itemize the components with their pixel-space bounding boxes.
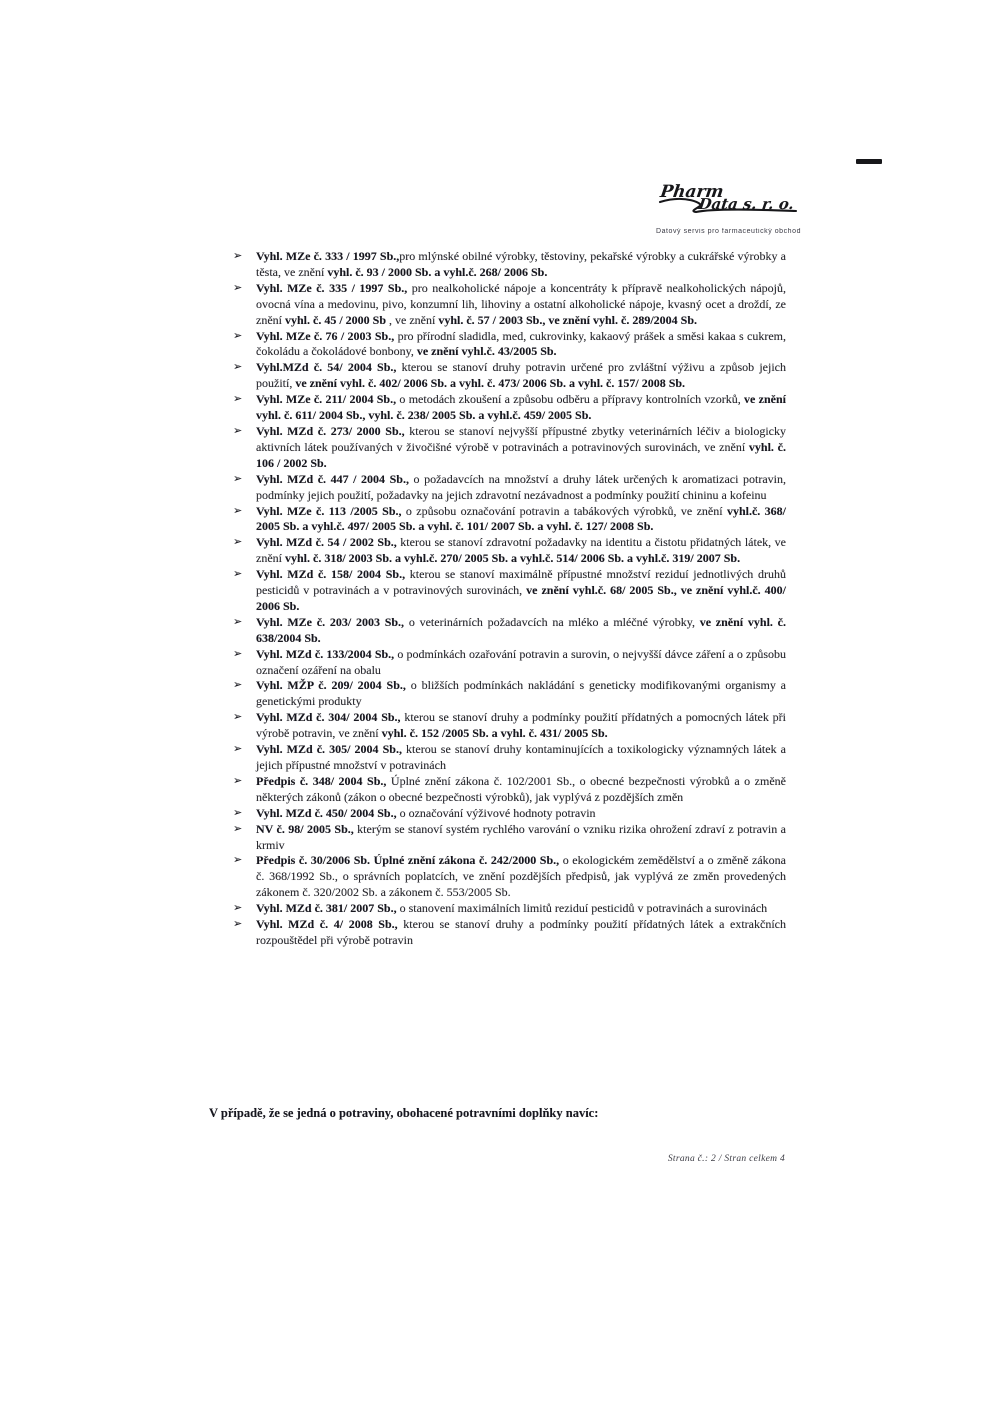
regulation-reference: vyhl. č. 106 / 2002 Sb. (256, 439, 786, 470)
regulation-reference: Vyhl. MZd č. 133/2004 Sb., (256, 646, 398, 661)
regulation-description: Úplné znění zákona č. 102/2001 Sb., o obecné bezpečnosti výrobků a o změně některých zákonů (zákon o obecné bezpečnosti výrobků), jak vyplývá z pozdějších změn (256, 773, 786, 804)
list-item (233, 567, 786, 615)
arrow-bullet-icon: ➢ (233, 806, 243, 819)
list-item (233, 678, 786, 710)
regulation-reference: ve znění vyhl. č. 611/ 2004 Sb., vyhl. č. 238/ 2005 Sb. a vyhl.č. 459/ 2005 Sb. (256, 392, 786, 423)
arrow-bullet-icon: ➢ (233, 902, 243, 915)
regulation-reference: ve znění vyhl. č. 402/ 2006 Sb. a vyhl. č. 473/ 2006 Sb. a vyhl. č. 157/ 2008 Sb. (295, 376, 686, 391)
regulation-description: kterou se stanoví maximálně přípustné množství reziduí jednotlivých druhů pesticidů v potravinách a v potravinových surovinách, (256, 567, 786, 598)
regulation-reference: Předpis č. 348/ 2004 Sb., (256, 773, 391, 788)
regulation-reference: Vyhl. MZd č. 54 / 2002 Sb., (256, 535, 401, 550)
arrow-bullet-icon: ➢ (233, 822, 243, 835)
list-item (233, 822, 786, 854)
arrow-bullet-icon: ➢ (233, 918, 243, 931)
logo-text-pharm: Pharm (658, 182, 725, 202)
list-item (233, 742, 786, 774)
regulation-description: o požadavcích na množství a druhy látek určených k aromatizaci potravin, podmínky jejich použití, požadavky na jejich zdravotní nezávadnost a podmínky použití chininu a kofeinu (256, 471, 786, 502)
regulation-description: o metodách zkoušení a způsobu odběru a přípravy kontrolních vzorků, (399, 392, 745, 407)
list-item (233, 806, 786, 822)
regulation-list (233, 249, 786, 949)
list-item (233, 901, 786, 917)
list-item (233, 329, 786, 361)
regulation-reference: Vyhl. MZe č. 113 /2005 Sb., (256, 503, 406, 518)
regulation-description: kterým se stanoví systém rychlého varování o vzniku rizika ohrožení zdraví z potravin a krmiv (256, 821, 786, 852)
arrow-bullet-icon: ➢ (233, 393, 243, 406)
arrow-bullet-icon: ➢ (233, 711, 243, 724)
regulation-reference: Vyhl. MZd č. 381/ 2007 Sb., (256, 901, 400, 916)
regulation-reference: vyhl. č. 152 /2005 Sb. a vyhl. č. 431/ 2005 Sb. (381, 726, 608, 741)
regulation-reference: Vyhl. MZd č. 4/ 2008 Sb., (256, 917, 404, 932)
regulation-reference: vyhl. č. 57 / 2003 Sb., ve znění vyhl. č. 289/2004 Sb. (438, 312, 698, 327)
pharmdata-logo (656, 180, 816, 235)
regulation-description: o označování výživové hodnoty potravin (399, 805, 596, 820)
regulation-description: o ekologickém zemědělství a o změně zákona č. 368/1992 Sb., o správních poplatcích, ve znění pozdějších předpisů, jak vyplývá ze změn provedených zákonem č. 320/2002 Sb. a zákonem č. 553/2005 Sb. (256, 853, 786, 900)
logo-text-data-sro: Data s. r. o. (697, 195, 796, 213)
list-item (233, 504, 786, 536)
regulation-reference: Předpis č. 30/2006 Sb. Úplné znění zákona č. 242/2000 Sb., (256, 853, 563, 868)
regulation-description: kterou se stanoví druhy a podmínky použití přídatných a pomocných látek při výrobě potravin, ve znění (256, 710, 786, 741)
regulation-reference: vyhl. č. 45 / 2000 Sb (285, 312, 387, 327)
regulations-section (233, 249, 786, 949)
list-item (233, 360, 786, 392)
arrow-bullet-icon: ➢ (233, 424, 243, 437)
arrow-bullet-icon: ➢ (233, 568, 243, 581)
regulation-description: o veterinárních požadavcích na mléko a mléčné výrobky, (408, 614, 700, 629)
regulation-description: kterou se stanoví zdravotní požadavky na identitu a čistotu přidatných látek, ve znění (256, 535, 786, 566)
arrow-bullet-icon: ➢ (233, 647, 243, 660)
list-item (233, 249, 786, 281)
regulation-description: pro nealkoholické nápoje a koncentráty k přípravě nealkoholických nápojů, ovocná vína a medovinu, pivo, konzumní lih, lihoviny a ostatní alkoholické nápoje, kvasný ocet a droždí, ze znění (256, 280, 786, 327)
regulation-description: o způsobu označování potravin a tabákových výrobků, ve znění (405, 503, 727, 518)
arrow-bullet-icon: ➢ (233, 250, 243, 262)
regulation-reference: Vyhl. MZe č. 211/ 2004 Sb., (256, 392, 400, 407)
arrow-bullet-icon: ➢ (233, 536, 243, 549)
regulation-description: kterou se stanoví druhy a podmínky použití přídatných látek a extrakčních rozpouštědel při výrobě potravin (256, 917, 786, 947)
regulation-reference: ve znění vyhl.č. 43/2005 Sb. (416, 344, 557, 359)
arrow-bullet-icon: ➢ (233, 504, 243, 517)
regulation-reference: Vyhl.MZd č. 54/ 2004 Sb., (256, 360, 402, 375)
regulation-description: o bližších podmínkách nakládání s geneticky modifikovanými organismy a genetickými produkty (256, 678, 787, 709)
regulation-reference: Vyhl. MZd č. 304/ 2004 Sb., (256, 710, 405, 725)
regulation-description: o stanovení maximálních limitů reziduí pesticidů v potravinách a surovinách (399, 901, 768, 916)
regulation-reference: ve znění vyhl. č. 638/2004 Sb. (256, 614, 787, 645)
regulation-reference: Vyhl. MZe č. 203/ 2003 Sb., (256, 614, 409, 629)
list-item (233, 281, 786, 329)
list-item (233, 392, 786, 424)
regulation-reference: Vyhl. MZe č. 333 / 1997 Sb., (256, 249, 400, 263)
regulation-reference: ve znění vyhl.č. 68/ 2005 Sb., ve znění vyhl.č. 400/ 2006 Sb. (256, 583, 786, 613)
list-item (233, 710, 786, 742)
regulation-reference: Vyhl. MZd č. 447 / 2004 Sb., (256, 471, 414, 486)
arrow-bullet-icon: ➢ (233, 615, 243, 628)
list-item (233, 535, 786, 567)
regulation-reference: vyhl.č. 368/ 2005 Sb. a vyhl.č. 497/ 2005 Sb. a vyhl. č. 101/ 2007 Sb. a vyhl. č. 127/ 2008 Sb. (256, 503, 786, 534)
arrow-bullet-icon: ➢ (233, 472, 243, 485)
logo-tagline: Datový servis pro farmaceutický obchod (656, 228, 802, 235)
scan-corner-mark (856, 159, 882, 164)
page-number-footer: Strana č.: 2 / Stran celkem 4 (667, 1154, 785, 1164)
list-item (233, 424, 786, 472)
regulation-description: kterou se stanoví druhy potravin určené pro zvláštní výživu a způsob jejich použití, (256, 360, 786, 391)
arrow-bullet-icon: ➢ (233, 854, 243, 867)
regulation-reference: Vyhl. MZd č. 158/ 2004 Sb., (256, 567, 410, 582)
regulation-reference: Vyhl. MZe č. 76 / 2003 Sb., (256, 328, 398, 343)
regulation-reference: vyhl. č. 93 / 2000 Sb. a vyhl.č. 268/ 2006 Sb. (327, 264, 548, 279)
list-item (233, 917, 786, 949)
list-item (233, 472, 786, 504)
regulation-reference: Vyhl. MZe č. 335 / 1997 Sb., (256, 280, 412, 295)
list-item (233, 853, 786, 901)
arrow-bullet-icon: ➢ (233, 743, 243, 756)
regulation-reference: Vyhl. MZd č. 450/ 2004 Sb., (256, 805, 400, 820)
arrow-bullet-icon: ➢ (233, 281, 243, 294)
arrow-bullet-icon: ➢ (233, 329, 243, 342)
list-item (233, 774, 786, 806)
arrow-bullet-icon: ➢ (233, 361, 243, 374)
list-item (233, 615, 786, 647)
regulation-reference: Vyhl. MZd č. 305/ 2004 Sb., (256, 742, 407, 757)
regulation-description: kterou se stanoví nejvyšší přípustné zbytky veterinárních léčiv a biologicky aktivních látek používaných v živočišné výrobě v potravinách a potravinových surovinách, ve znění (256, 423, 786, 454)
regulation-reference: Vyhl. MŽP č. 209/ 2004 Sb., (256, 678, 411, 693)
regulation-description: o podmínkách ozařování potravin a surovin, o nejvyšší dávce záření a o způsobu označení ozáření na obalu (256, 646, 786, 677)
regulation-reference: vyhl. č. 318/ 2003 Sb. a vyhl.č. 270/ 2005 Sb. a vyhl.č. 514/ 2006 Sb. a vyhl.č. 319/ 2007 Sb. (285, 551, 741, 566)
pharmdata-logo-graphic (656, 180, 816, 226)
supplements-heading: V případě, že se jedná o potraviny, obohacené potravními doplňky navíc: (209, 1106, 599, 1120)
regulation-description: pro mlýnské obilné výrobky, těstoviny, pekařské výrobky a cukrářské výrobky a těsta, ve znění (256, 249, 786, 279)
regulation-description: pro přírodní sladidla, med, cukrovinky, kakaový prášek a směsi kakaa s cukrem, čokoládu a čokoládové bonbony, (256, 328, 786, 359)
regulation-description: kterou se stanoví druhy kontaminujících a toxikologicky významných látek a jejich přípustné množství v potravinách (256, 742, 786, 772)
list-item (233, 647, 786, 679)
arrow-bullet-icon: ➢ (233, 679, 243, 692)
arrow-bullet-icon: ➢ (233, 774, 243, 787)
regulation-description: , ve znění (386, 312, 439, 327)
regulation-reference: NV č. 98/ 2005 Sb., (256, 821, 358, 836)
regulation-reference: Vyhl. MZd č. 273/ 2000 Sb., (256, 423, 410, 438)
